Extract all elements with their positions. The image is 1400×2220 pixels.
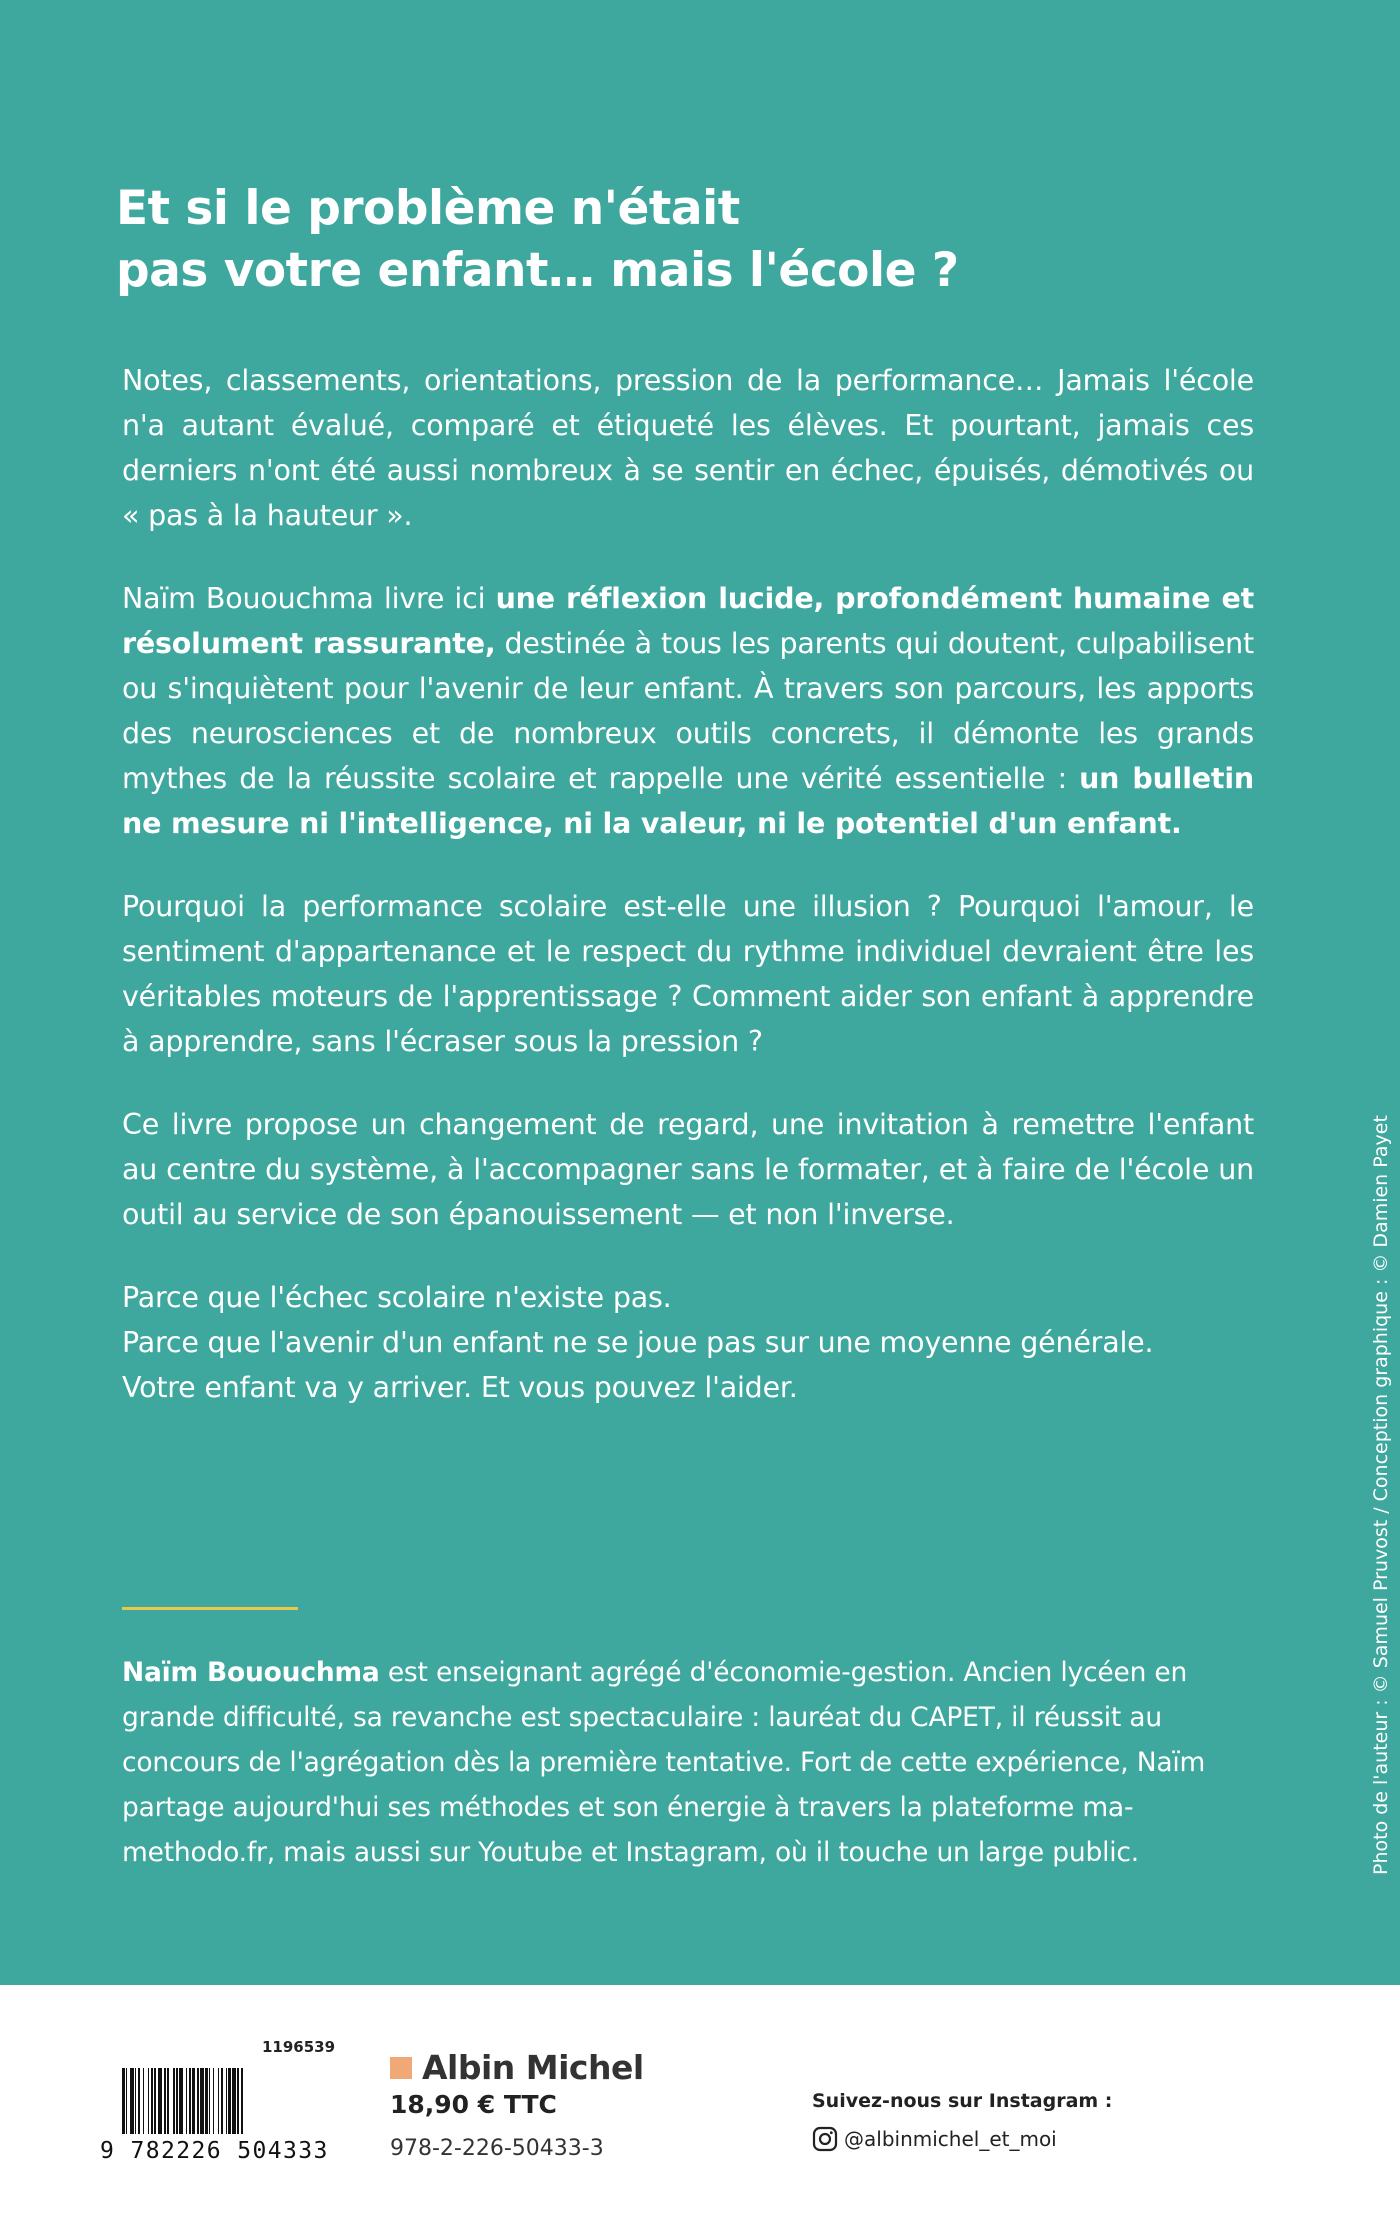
isbn: 978-2-226-50433-3 (390, 2136, 604, 2161)
paragraph-2-bold-2: un bulletin ne mesure ni l'intelligence, ni la valeur, ni le potentiel d'un enfant. (122, 762, 1255, 840)
author-bio (122, 1650, 1222, 1875)
headline-line-2: pas votre enfant… mais l'école ? (116, 243, 959, 298)
paragraph-5-line-1: Parce que l'échec scolaire n'existe pas. (122, 1281, 672, 1314)
photo-credit: Photo de l'auteur : © Samuel Pruvost / Conception graphique : © Damien Payet (1370, 1115, 1392, 1875)
paragraph-5-line-3: Votre enfant va y arriver. Et vous pouvez l'aider. (122, 1371, 798, 1404)
instagram-title: Suivez-nous sur Instagram : (812, 2090, 1113, 2112)
publisher-logo (390, 2048, 644, 2087)
blurb (122, 358, 1254, 1410)
paragraph-2-middle: destinée à tous les parents qui doutent, culpabilisent ou s'inquiètent pour l'avenir de leur enfant. À travers son parcours, les apports des neurosciences et de nombreux outils concrets, il démonte les grands mythes de la réussite scolaire et rappelle une vérité essentielle : (122, 627, 1254, 795)
paragraph-5-line-2: Parce que l'avenir d'un enfant ne se joue pas sur une moyenne générale. (122, 1326, 1154, 1359)
headline-line-1: Et si le problème n'était (116, 181, 740, 236)
headline (116, 178, 1116, 302)
barcode (122, 2068, 350, 2134)
product-code: 1196539 (262, 2038, 336, 2056)
paragraph-5 (122, 1275, 1254, 1410)
price: 18,90 € TTC (390, 2090, 557, 2119)
author-name: Naïm Bououchma (122, 1657, 380, 1688)
publisher-name: Albin Michel (422, 2048, 644, 2087)
paragraph-4: Ce livre propose un changement de regard, une invitation à remettre l'enfant au centre du système, à l'accompagner sans le formater, et à faire de l'école un outil au service de son épanouissement — et non l'inverse. (122, 1108, 1254, 1231)
instagram-icon (812, 2126, 838, 2152)
paragraph-3: Pourquoi la performance scolaire est-elle une illusion ? Pourquoi l'amour, le sentiment d'appartenance et le respect du rythme individuel devraient être les véritables moteurs de l'apprentissage ? Comment aider son enfant à apprendre à apprendre, sans l'écraser sous la pression ? (122, 890, 1254, 1058)
paragraph-2-intro: Naïm Bououchma livre ici (122, 582, 496, 615)
paragraph-1: Notes, classements, orientations, pression de la performance… Jamais l'école n'a autant évalué, comparé et étiqueté les élèves. Et pourtant, jamais ces derniers n'ont été aussi nombreux à se sentir en échec, épuisés, démotivés ou « pas à la hauteur ». (122, 364, 1254, 532)
paragraph-2 (122, 576, 1254, 846)
author-bio-text: est enseignant agrégé d'économie-gestion. Ancien lycéen en grande difficulté, sa revanche est spectaculaire : lauréat du CAPET, il réussit au concours de l'agrégation dès la première tentative. Fort de cette expérience, Naïm partage aujourd'hui ses méthodes et son énergie à travers la plateforme ma-methodo.fr, mais aussi sur Youtube et Instagram, où il touche un large public. (122, 1657, 1206, 1868)
paragraph-2-bold-1: une réflexion lucide, profondément humaine et résolument rassurante, (122, 582, 1255, 660)
barcode-gap (243, 2068, 246, 2134)
instagram-handle-row[interactable] (812, 2126, 1057, 2152)
divider-rule (122, 1607, 298, 1610)
barcode-digits: 9 782226 504333 (100, 2138, 329, 2164)
publisher-square-icon (390, 2057, 412, 2079)
instagram-handle[interactable]: @albinmichel_et_moi (844, 2127, 1057, 2151)
